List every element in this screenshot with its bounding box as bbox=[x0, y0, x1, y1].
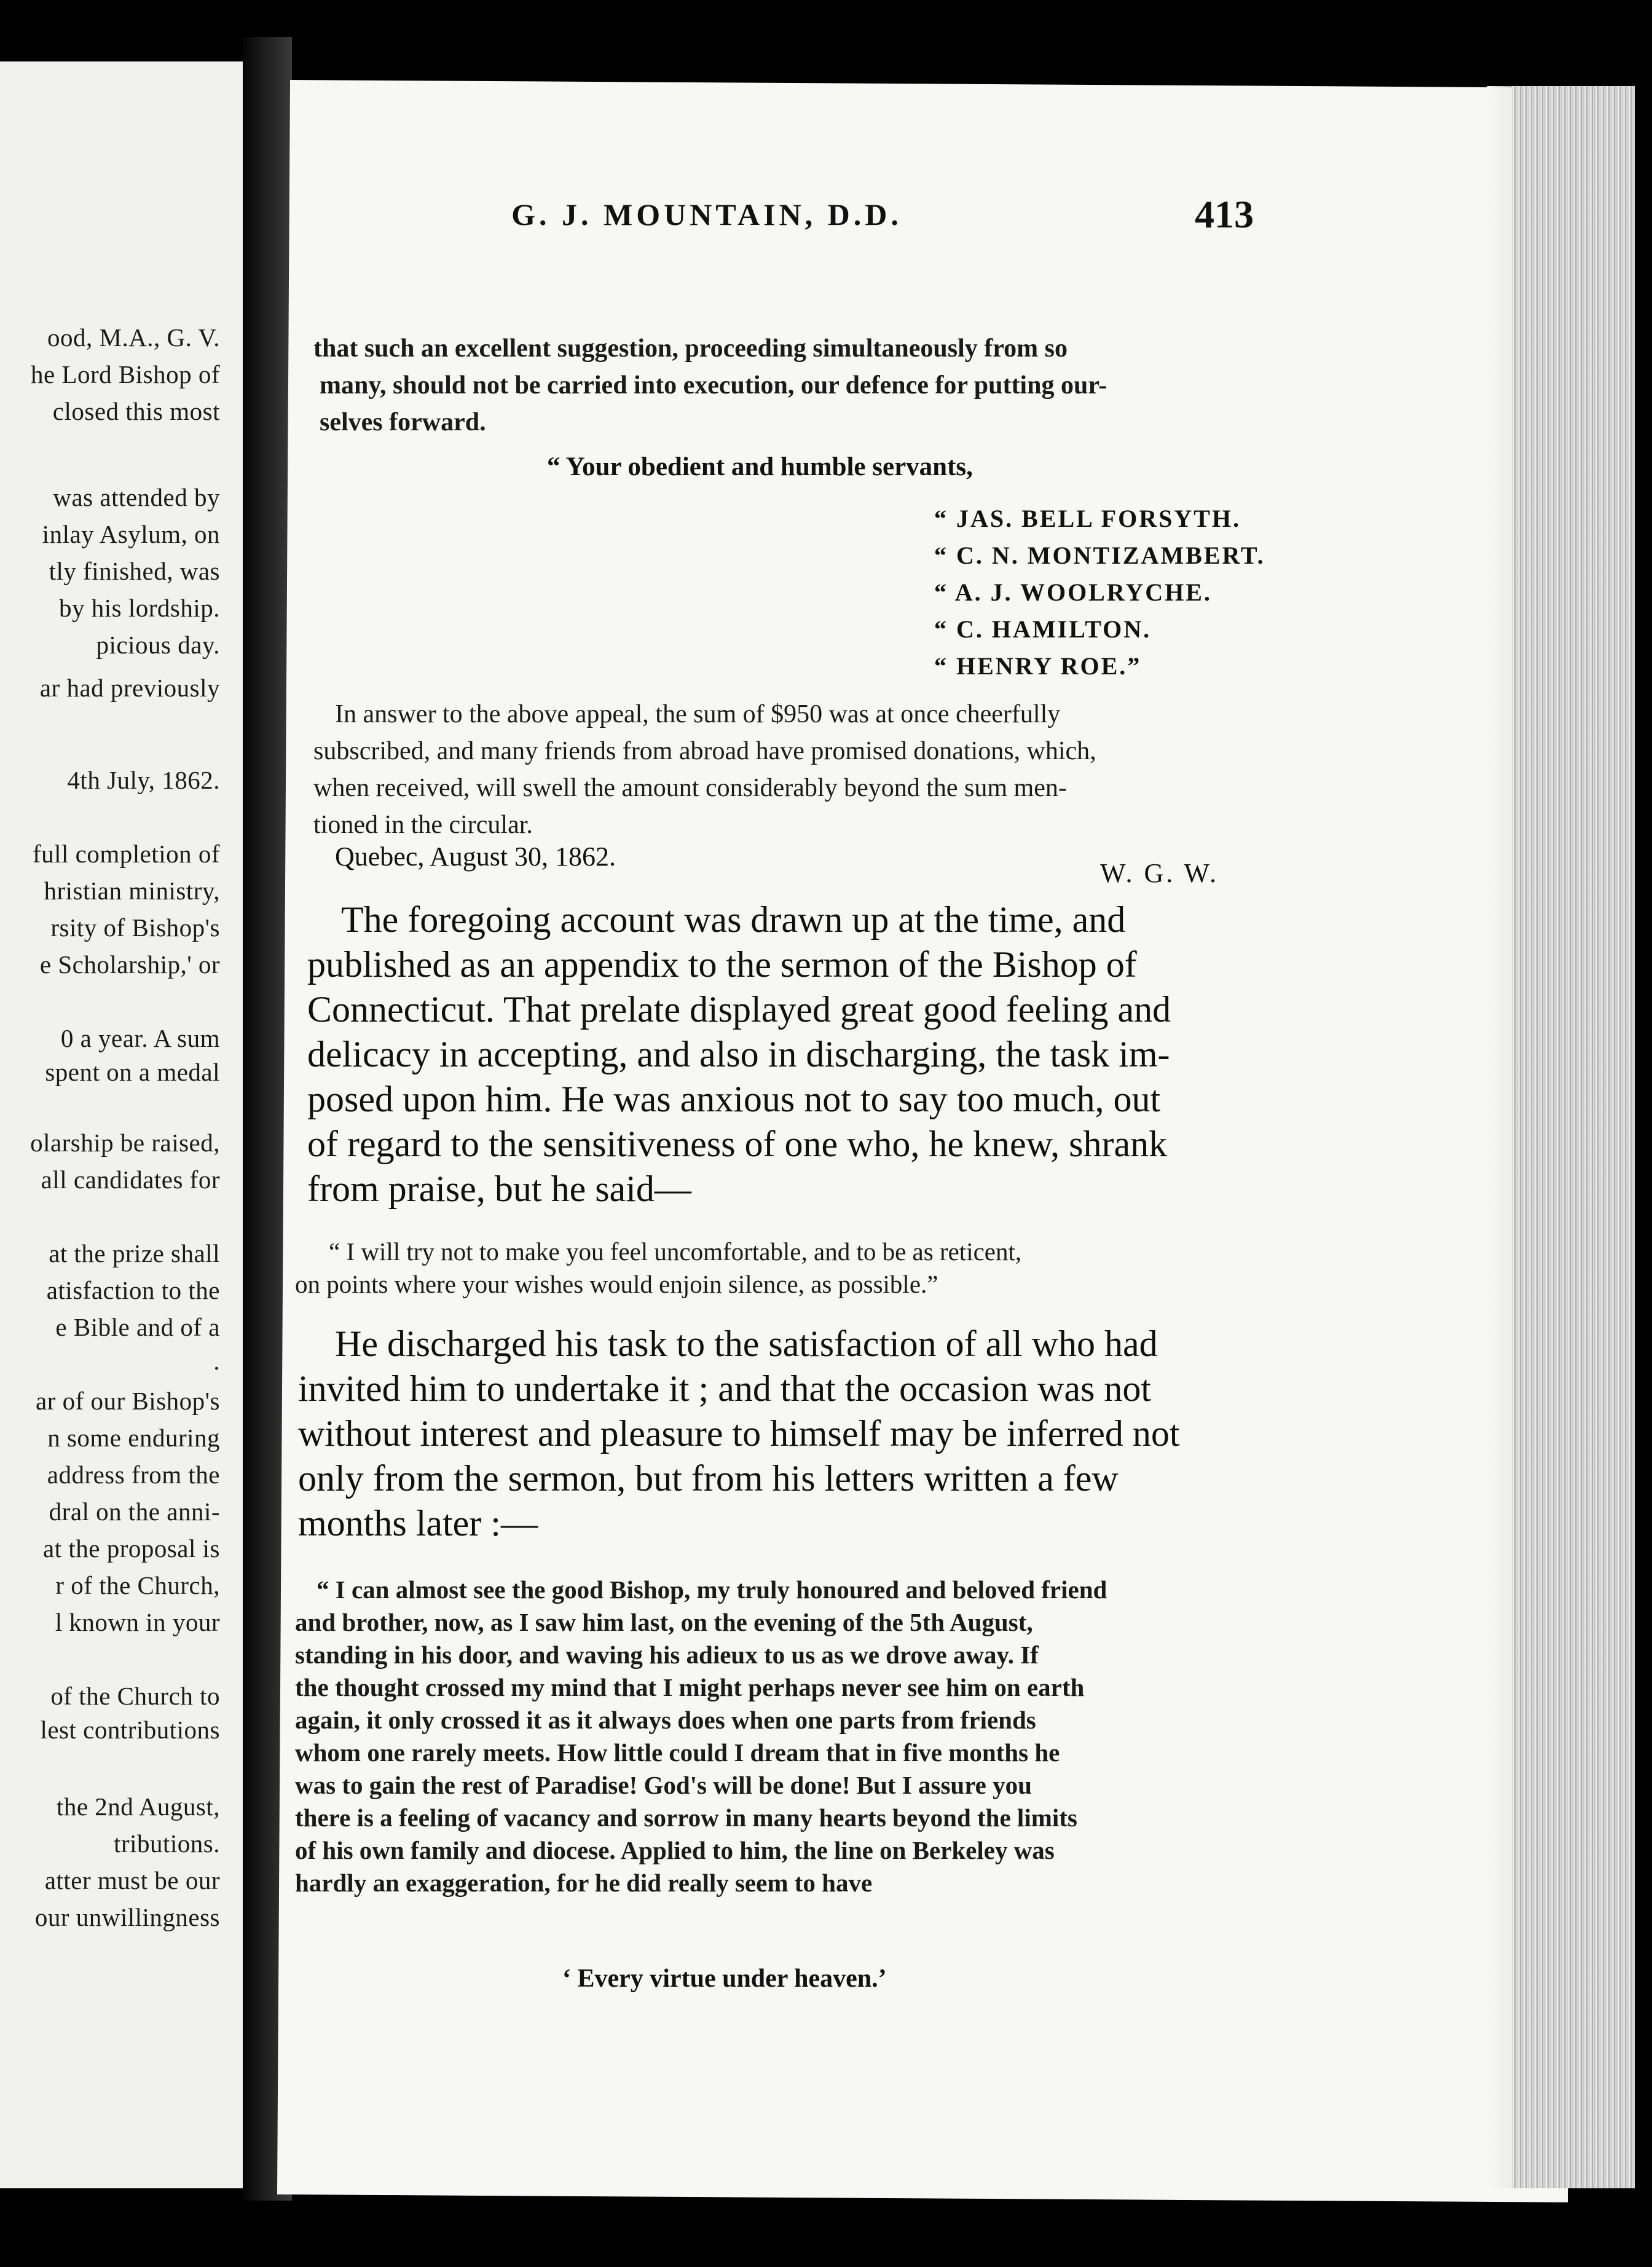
quote-line: of his own family and diocese. Applied to him, the line on Berkeley was bbox=[295, 1836, 1055, 1864]
left-page-line: lest contributions bbox=[40, 1716, 220, 1744]
note-line: subscribed, and many friends from abroad have promised donations, which, bbox=[313, 737, 1096, 765]
left-page-line: olarship be raised, bbox=[30, 1129, 220, 1157]
body-line: of regard to the sensitiveness of one who, he knew, shrank bbox=[307, 1124, 1168, 1164]
body-line: without interest and pleasure to himself may be inferred not bbox=[298, 1413, 1180, 1454]
quote-line: and brother, now, as I saw him last, on the evening of the 5th August, bbox=[295, 1608, 1033, 1636]
left-page-line: atisfaction to the bbox=[46, 1276, 220, 1304]
quote-line: again, it only crossed it as it always does when one parts from friends bbox=[295, 1706, 1036, 1734]
left-page-line: tributions. bbox=[114, 1829, 220, 1858]
left-page bbox=[0, 61, 243, 2188]
left-page-line: 0 a year. A sum bbox=[60, 1024, 220, 1052]
quote-line: “ I will try not to make you feel uncomfortable, and to be as reticent, bbox=[329, 1237, 1022, 1266]
left-page-line: l known in your bbox=[55, 1608, 220, 1636]
body-line: He discharged his task to the satisfaction of all who had bbox=[335, 1323, 1158, 1364]
body-line: from praise, but he said— bbox=[307, 1169, 691, 1209]
left-page-line: ood, M.A., G. V. bbox=[47, 323, 220, 352]
left-page-line: e Scholarship,' or bbox=[39, 950, 220, 979]
left-page-line: all candidates for bbox=[41, 1165, 220, 1194]
page-edges bbox=[1512, 86, 1635, 2188]
left-page-line: rsity of Bishop's bbox=[50, 913, 220, 942]
body-line: only from the sermon, but from his letters written a few bbox=[298, 1458, 1119, 1499]
left-page-line: he Lord Bishop of bbox=[31, 360, 220, 388]
left-page-line: spent on a medal bbox=[45, 1058, 220, 1086]
body-line: posed upon him. He was anxious not to say too much, out bbox=[307, 1079, 1161, 1119]
closing-quote: ‘ Every virtue under heaven.’ bbox=[562, 1965, 887, 1993]
left-page-line: address from the bbox=[47, 1461, 220, 1489]
body-line: invited him to undertake it ; and that the occasion was not bbox=[298, 1368, 1151, 1409]
running-title: G. J. MOUNTAIN, D.D. bbox=[511, 197, 902, 232]
signatory: “ HENRY ROE.” bbox=[934, 652, 1142, 680]
left-page-line: n some enduring bbox=[47, 1424, 220, 1452]
initials: W. G. W. bbox=[1100, 858, 1219, 888]
left-page-line: e Bible and of a bbox=[55, 1313, 220, 1341]
left-page-line: picious day. bbox=[96, 631, 220, 659]
left-page-line: dral on the anni- bbox=[49, 1497, 220, 1526]
running-head bbox=[307, 192, 1254, 246]
quote-line: hardly an exaggeration, for he did really seem to have bbox=[295, 1869, 873, 1897]
quote-line: “ I can almost see the good Bishop, my truly honoured and beloved friend bbox=[317, 1575, 1107, 1604]
body-line: Connecticut. That prelate displayed great good feeling and bbox=[307, 989, 1171, 1030]
signatory: “ A. J. WOOLRYCHE. bbox=[934, 578, 1212, 606]
left-page-line: ar had previously bbox=[39, 674, 220, 702]
body-line: months later :— bbox=[298, 1503, 538, 1544]
left-page-line: 4th July, 1862. bbox=[67, 766, 220, 794]
page-number: 413 bbox=[1195, 192, 1254, 236]
quote-line: was to gain the rest of Paradise! God's will be done! But I assure you bbox=[295, 1771, 1032, 1799]
note-line: when received, will swell the amount considerably beyond the sum men- bbox=[313, 774, 1067, 802]
body-line: The foregoing account was drawn up at the time, and bbox=[341, 899, 1126, 940]
letter-line: many, should not be carried into execution, our defence for putting our- bbox=[320, 371, 1107, 400]
left-page-line: inlay Asylum, on bbox=[42, 520, 220, 548]
left-page-line: ar of our Bishop's bbox=[36, 1387, 220, 1415]
quote-line: on points where your wishes would enjoin silence, as possible.” bbox=[295, 1270, 938, 1298]
body-line: published as an appendix to the sermon of the Bishop of bbox=[307, 944, 1137, 985]
quote-line: the thought crossed my mind that I might perhaps never see him on earth bbox=[295, 1673, 1085, 1701]
quote-line: standing in his door, and waving his adieux to us as we drove away. If bbox=[295, 1641, 1039, 1669]
left-page-line: tly finished, was bbox=[49, 557, 220, 585]
letter-line: selves forward. bbox=[320, 408, 486, 436]
left-page-line: . bbox=[213, 1347, 220, 1375]
left-page-line: full completion of bbox=[32, 840, 220, 868]
left-page-line: our unwillingness bbox=[34, 1903, 220, 1931]
left-page-line: by his lordship. bbox=[59, 594, 220, 622]
left-page-line: at the prize shall bbox=[49, 1239, 220, 1268]
signatory: “ C. N. MONTIZAMBERT. bbox=[934, 542, 1265, 569]
note-line: In answer to the above appeal, the sum of $950 was at once cheerfully bbox=[335, 700, 1061, 728]
left-page-line: closed this most bbox=[52, 397, 220, 425]
signatory: “ C. HAMILTON. bbox=[934, 615, 1152, 643]
left-page-line: atter must be our bbox=[44, 1866, 220, 1894]
place-date: Quebec, August 30, 1862. bbox=[335, 842, 616, 872]
signatory: “ JAS. BELL FORSYTH. bbox=[934, 505, 1241, 532]
left-page-line: hristian ministry, bbox=[44, 877, 220, 905]
left-page-line: was attended by bbox=[53, 483, 220, 511]
note-line: tioned in the circular. bbox=[313, 811, 533, 839]
quote-line: whom one rarely meets. How little could I dream that in five months he bbox=[295, 1738, 1060, 1767]
left-page-line: of the Church to bbox=[50, 1682, 220, 1710]
left-page-line: at the proposal is bbox=[43, 1534, 220, 1563]
left-page-line: r of the Church, bbox=[55, 1571, 220, 1599]
letter-line: that such an excellent suggestion, proceeding simultaneously from so bbox=[313, 334, 1068, 363]
body-line: delicacy in accepting, and also in discharging, the task im- bbox=[307, 1034, 1170, 1074]
valediction: “ Your obedient and humble servants, bbox=[547, 452, 973, 481]
quote-line: there is a feeling of vacancy and sorrow in many hearts beyond the limits bbox=[295, 1804, 1077, 1832]
left-page-line: the 2nd August, bbox=[56, 1792, 220, 1821]
